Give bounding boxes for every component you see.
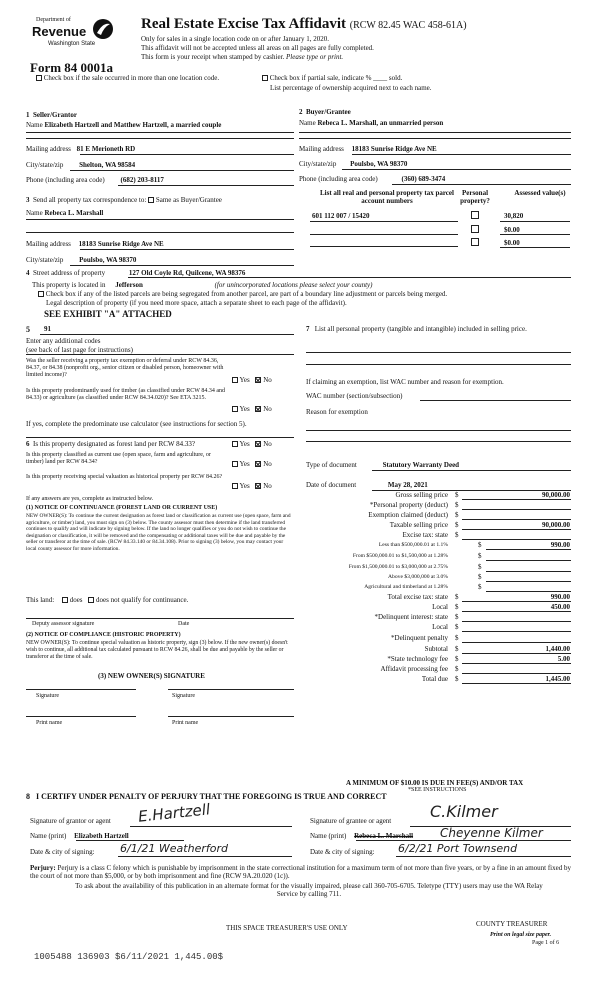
assessed-value[interactable]: 30,820 xyxy=(504,212,524,220)
no-checkbox[interactable] xyxy=(255,461,261,467)
forest-question: 6 Is this property designated as forest land per RCW 84.33? xyxy=(26,440,196,448)
dollar-sign: $ xyxy=(455,603,459,611)
doc-type-row: Type of document Statutory Warranty Deed xyxy=(306,461,460,469)
personal-property-heading: 7 List all personal property (tangible and intangible) included in selling price. xyxy=(306,325,527,333)
correspondence-mailing[interactable]: 18183 Sunrise Ridge Ave NE xyxy=(78,240,164,248)
buyer-heading: 2 Buyer/Grantee xyxy=(299,108,351,116)
buyer-mailing[interactable]: 18183 Sunrise Ridge Ave NE xyxy=(351,145,437,153)
tax-row-label: Subtotal xyxy=(424,645,448,653)
checkbox[interactable] xyxy=(262,75,268,81)
historic-yes-no: Yes No xyxy=(232,482,272,490)
seller-heading: 1 Seller/Grantor xyxy=(26,111,77,119)
notice-1: Only for sales in a single location code on or after January 1, 2020. xyxy=(141,35,329,43)
buyer-phone[interactable]: (360) 689-3474 xyxy=(401,175,446,183)
assessed-value[interactable]: $0.00 xyxy=(504,239,520,247)
property-street[interactable]: 127 Old Coyle Rd, Quilcene, WA 98376 xyxy=(128,269,246,277)
treasurer-space-label: THIS SPACE TREASURER'S USE ONLY xyxy=(226,924,348,932)
tax-row-label: Local xyxy=(432,623,448,631)
tax-row-label: From $1,500,000.01 to $3,000,000 at 2.75% xyxy=(348,564,448,570)
seller-name-row: Name Elizabeth Hartzell and Matthew Hartzell, a married couple xyxy=(26,121,222,129)
dollar-sign: $ xyxy=(455,491,459,499)
current-use-yes-no: Yes No xyxy=(232,460,272,468)
enter-codes-label: Enter any additional codes xyxy=(26,337,101,345)
this-land-row: This land: does does not qualify for continuance. xyxy=(26,596,189,604)
current-use-question: Is this property classified as current use (open space, farm and agriculture, or timber) land per RCW 84.34? xyxy=(26,452,211,465)
tax-row-value[interactable]: 1,445.00 xyxy=(545,675,570,683)
legal-description[interactable]: SEE EXHIBIT "A" ATTACHED xyxy=(44,309,172,319)
dollar-sign: $ xyxy=(455,521,459,529)
dollar-sign: $ xyxy=(478,583,482,591)
notice-3: This form is your receipt when stamped by cashier. Please type or print. xyxy=(141,53,344,61)
tax-row-value[interactable]: 990.00 xyxy=(550,541,570,549)
grantor-date-city[interactable]: 6/1/21 Weatherford xyxy=(120,842,228,855)
see-back-label: (see back of last page for instructions) xyxy=(26,346,133,354)
revenue-swoosh-icon xyxy=(92,18,114,40)
correspondence-name[interactable]: Rebeca L. Marshall xyxy=(44,209,104,217)
wac-label: WAC number (section/subsection) xyxy=(306,392,403,400)
exemption-label: If claiming an exemption, list WAC number and reason for exemption. xyxy=(306,378,504,386)
tax-row-label: *Delinquent interest: state xyxy=(374,613,448,621)
correspondence-heading: 3 Send all property tax correspondence to: Same as Buyer/Grantee xyxy=(26,196,222,204)
parcel-number[interactable]: 601 112 007 / 15420 xyxy=(312,212,370,220)
tax-row-label: Above $3,000,000 at 3.0% xyxy=(388,574,448,580)
seller-city[interactable]: Shelton, WA 98584 xyxy=(79,161,136,169)
doc-date-row: Date of document May 28, 2021 xyxy=(306,481,428,489)
tax-row-value[interactable]: 90,000.00 xyxy=(542,521,570,529)
buyer-name-row: Name Rebeca L. Marshall, an unmarried person xyxy=(299,119,444,127)
grantee-date-label: Date & city of signing: xyxy=(310,848,375,856)
buyer-name[interactable]: Rebeca L. Marshall, an unmarried person xyxy=(317,119,444,127)
tax-row-label: *Personal property (deduct) xyxy=(369,501,448,509)
segregated-checkbox[interactable] xyxy=(38,291,44,297)
no-checkbox[interactable] xyxy=(255,377,261,383)
dollar-sign: $ xyxy=(455,511,459,519)
seller-mailing-row: Mailing address 81 E Merioneth RD xyxy=(26,145,136,153)
seller-mailing[interactable]: 81 E Merioneth RD xyxy=(76,145,136,153)
does-not-checkbox[interactable] xyxy=(88,597,94,603)
dollar-sign: $ xyxy=(455,645,459,653)
tax-row-value[interactable]: 5.00 xyxy=(557,655,570,663)
yes-checkbox[interactable] xyxy=(232,461,238,467)
no-checkbox[interactable] xyxy=(255,441,261,447)
grantor-signature-label: Signature of grantor or agent xyxy=(30,817,111,825)
yes-checkbox[interactable] xyxy=(232,441,238,447)
notice-compliance-title: (2) NOTICE OF COMPLIANCE (HISTORIC PROPERTY) xyxy=(26,632,181,638)
tax-row-label: Total due xyxy=(421,675,448,683)
tax-row-label: Taxable selling price xyxy=(389,521,448,529)
yes-checkbox[interactable] xyxy=(232,377,238,383)
yes-checkbox[interactable] xyxy=(232,483,238,489)
reason-label: Reason for exemption xyxy=(306,408,368,416)
exemption-question: Was the seller receiving a property tax exemption or deferral under RCW 84.36, 84.37, or 84.38 (nonprofit org., senior citizen or disabled person, homeowner with limited income)? xyxy=(26,358,224,378)
seller-phone-row: Phone (including area code) (682) 203-8117 xyxy=(26,176,164,184)
dollar-sign: $ xyxy=(478,541,482,549)
located-row: This property is located in Jefferson (for unincorporated locations please select your county) xyxy=(32,281,373,289)
state-label: Washington State xyxy=(48,41,96,47)
treasurer-stamp: 1005488 136903 $6/11/2021 1,445.00$ xyxy=(34,952,224,962)
partial-sale-check[interactable]: Check box if partial sale, indicate % ____ sold. xyxy=(262,74,402,82)
legal-paper-note: Print on legal size paper. xyxy=(490,932,552,938)
no-checkbox[interactable] xyxy=(255,483,261,489)
dollar-sign: $ xyxy=(478,573,482,581)
segregated-row: Check box if any of the listed parcels are being segregated from another parcel, are part of a boundary line adjustment or parcels being merged. xyxy=(38,290,447,298)
dollar-sign: $ xyxy=(455,531,459,539)
tax-row-label: Affidavit processing fee xyxy=(380,665,448,673)
document-date[interactable]: May 28, 2021 xyxy=(387,481,428,489)
forest-yes-no: Yes No xyxy=(232,440,272,448)
alt-format-note: To ask about the availability of this publication in an alternate format for the visually impaired, please call 360-705-6705. Teletype (TTY) users may use the WA Relay Service by calling 711. xyxy=(75,882,543,898)
checkbox[interactable] xyxy=(36,75,42,81)
parcel-col-header: List all real and personal property tax parcel account numbers xyxy=(320,189,454,205)
dollar-sign: $ xyxy=(455,675,459,683)
assessed-col-header: Assessed value(s) xyxy=(514,189,566,197)
print-name-label: Print name xyxy=(172,720,199,726)
dor-logo xyxy=(30,14,120,50)
deputy-date-label: Date xyxy=(178,621,190,627)
minimum-fee-note: A MINIMUM OF $10.00 IS DUE IN FEE(S) AND/OR TAX xyxy=(346,779,524,787)
document-type[interactable]: Statutory Warranty Deed xyxy=(382,461,460,469)
tax-row-label: Gross selling price xyxy=(395,491,448,499)
no-checkbox[interactable] xyxy=(255,406,261,412)
tax-row-value[interactable]: 90,000.00 xyxy=(542,491,570,499)
correspondence-mailing-row: Mailing address 18183 Sunrise Ridge Ave NE xyxy=(26,240,164,248)
any-yes-note: If any answers are yes, complete as instructed below. xyxy=(26,496,154,502)
form-title: Real Estate Excise Tax Affidavit (RCW 82.45 WAC 458-61A) xyxy=(141,16,467,32)
dollar-sign: $ xyxy=(455,634,459,642)
timber-question: Is this property predominantly used for timber (as classified under RCW 84.34 and 84.33) or agriculture (as classified under RCW 84.34.020)? See ETA 3215. xyxy=(26,388,226,401)
print-name-label: Print name xyxy=(36,720,63,726)
personal-col-header: Personal property? xyxy=(460,189,490,205)
dollar-sign: $ xyxy=(455,665,459,673)
grantor-name[interactable]: Elizabeth Hartzell xyxy=(74,832,129,840)
seller-city-row: City/state/zip Shelton, WA 98584 xyxy=(26,161,136,169)
street-row: 4 Street address of property 127 Old Coyle Rd, Quilcene, WA 98376 xyxy=(26,269,246,277)
county-treasurer-label: COUNTY TREASURER xyxy=(476,920,548,928)
personal-checkbox[interactable] xyxy=(471,225,479,233)
grantee-name-struck: Rebeca L. Marshall xyxy=(354,832,414,840)
grantor-date-label: Date & city of signing: xyxy=(30,848,95,856)
tax-row-label: Total excise tax: state xyxy=(387,593,448,601)
dollar-sign: $ xyxy=(478,552,482,560)
dollar-sign: $ xyxy=(455,623,459,631)
historic-question: Is this property receiving special valuation as historical property per RCW 84.26? xyxy=(26,474,223,480)
certify-heading: 8 I CERTIFY UNDER PENALTY OF PERJURY THAT THE FOREGOING IS TRUE AND CORRECT xyxy=(26,792,387,801)
personal-checkbox[interactable] xyxy=(471,211,479,219)
form-rcw: (RCW 82.45 WAC 458-61A) xyxy=(349,20,467,31)
correspondence-city[interactable]: Poulsbo, WA 98370 xyxy=(79,256,137,264)
tax-row-value[interactable]: 990.00 xyxy=(550,593,570,601)
notice-compliance-body: NEW OWNER(S): To continue special valuation as historic property, sign (3) below. If the new owner(s) doesn't wish to continue, all additional tax calculated pursuant to RCW 84.26, shall be due and payable by the seller or transferor at the time of sale. xyxy=(26,640,288,660)
tax-row-label: *Delinquent penalty xyxy=(391,634,448,642)
perjury-statement: Perjury: Perjury is a class C felony which is punishable by imprisonment in the state correctional institution for a maximum term of not more than five years, or by a fine in an amount fixed by the court of not more than $5,000, or by both imprisonment and fine (RCW 9A.20.020 (1c)). xyxy=(30,864,572,880)
buyer-city-row: City/state/zip Poulsbo, WA 98370 xyxy=(299,160,408,168)
tax-row-value[interactable]: 1,440.00 xyxy=(545,645,570,653)
grantor-signature[interactable]: E.Hartzell xyxy=(137,800,211,826)
grantee-signature-label: Signature of grantee or agent xyxy=(310,817,392,825)
ownership-note: List percentage of ownership acquired next to each name. xyxy=(270,84,432,92)
form-number: Form 84 0001a xyxy=(30,60,114,75)
tax-row-label: Less than $500,000.01 at 1.1% xyxy=(378,542,448,548)
revenue-wordmark: Revenue xyxy=(32,24,87,39)
grantor-name-row: Name (print) Elizabeth Hartzell xyxy=(30,832,129,840)
correspondence-name-row: Name Rebeca L. Marshall xyxy=(26,209,104,217)
dollar-sign: $ xyxy=(455,501,459,509)
notice-continuance-title: (1) NOTICE OF CONTINUANCE (FOREST LAND OR CURRENT USE) xyxy=(26,505,218,511)
dollar-sign: $ xyxy=(478,563,482,571)
buyer-city[interactable]: Poulsbo, WA 98370 xyxy=(350,160,408,168)
correspondence-city-row: City/state/zip Poulsbo, WA 98370 xyxy=(26,256,137,264)
dollar-sign: $ xyxy=(455,655,459,663)
notice-continuance-body: NEW OWNER(S): To continue the current designation as forest land or classification as current use (open space, farm and agriculture, or timber) land, you must sign on (3) below. The county assessor must then determine if the land transferred continues to qualify and will indicate by signing below. If the land no longer qualifies or you do not wish to continue the designation or classification, it will be removed and the compensating or additional taxes will be due and payable by the seller or transferor at the time of sale. (RCW 84.33.140 or 84.34.108). Prior to signing (3) below, you may contact your local county assessor for more information. xyxy=(26,513,291,552)
same-as-buyer-checkbox[interactable] xyxy=(148,197,154,203)
new-owner-signature-label: (3) NEW OWNER(S) SIGNATURE xyxy=(98,672,205,680)
legal-description-label: Legal description of property (if you need more space, attach a separate sheet to each page of the affidavit). xyxy=(46,299,347,307)
tax-row-value[interactable]: 450.00 xyxy=(550,603,570,611)
land-use-code[interactable]: 91 xyxy=(44,325,51,333)
tax-row-label: Exemption claimed (deduct) xyxy=(368,511,448,519)
dollar-sign: $ xyxy=(455,613,459,621)
section5-num: 5 xyxy=(26,325,30,334)
property-county[interactable]: Jefferson xyxy=(115,281,143,289)
assessed-value[interactable]: $0.00 xyxy=(504,226,520,234)
yes-checkbox[interactable] xyxy=(232,406,238,412)
tax-row-label: From $500,000.01 to $1,500,000 at 1.28% xyxy=(352,553,448,559)
tax-row-label: *State technology fee xyxy=(387,655,448,663)
see-instructions-note: *SEE INSTRUCTIONS xyxy=(408,787,467,793)
grantee-date-city[interactable]: 6/2/21 Port Townsend xyxy=(398,842,518,855)
timber-yes-no: Yes No xyxy=(232,405,272,413)
seller-phone[interactable]: (682) 203-8117 xyxy=(120,176,164,184)
tax-row-label: Local xyxy=(432,603,448,611)
dollar-sign: $ xyxy=(455,593,459,601)
predominate-note: If yes, complete the predominate use calculator (see instructions for section 5). xyxy=(26,420,247,428)
signature-label: Signature xyxy=(36,693,59,699)
grantee-name-row: Name (print) Rebeca L. Marshall xyxy=(310,832,414,840)
notice-2: This affidavit will not be accepted unless all areas on all pages are fully completed. xyxy=(141,44,374,52)
dept-label: Department of xyxy=(36,17,71,23)
grantee-signature[interactable]: C.Kilmer xyxy=(430,802,498,821)
signature-label: Signature xyxy=(172,693,195,699)
page-number: Page 1 of 6 xyxy=(532,940,560,946)
grantee-name[interactable]: Cheyenne Kilmer xyxy=(440,826,543,840)
deputy-signature-label: Deputy assessor signature xyxy=(32,621,95,627)
tax-row-label: Excise tax: state xyxy=(402,531,448,539)
exemption-yes-no: Yes No xyxy=(232,376,272,384)
multi-location-check[interactable]: Check box if the sale occurred in more than one location code. xyxy=(36,74,219,82)
personal-checkbox[interactable] xyxy=(471,238,479,246)
buyer-phone-row: Phone (including area code) (360) 689-3474 xyxy=(299,175,446,183)
buyer-mailing-row: Mailing address 18183 Sunrise Ridge Ave NE xyxy=(299,145,437,153)
tax-row-label: Agricultural and timberland at 1.28% xyxy=(364,584,448,590)
does-checkbox[interactable] xyxy=(62,597,68,603)
seller-name[interactable]: Elizabeth Hartzell and Matthew Hartzell, a married couple xyxy=(44,121,222,129)
